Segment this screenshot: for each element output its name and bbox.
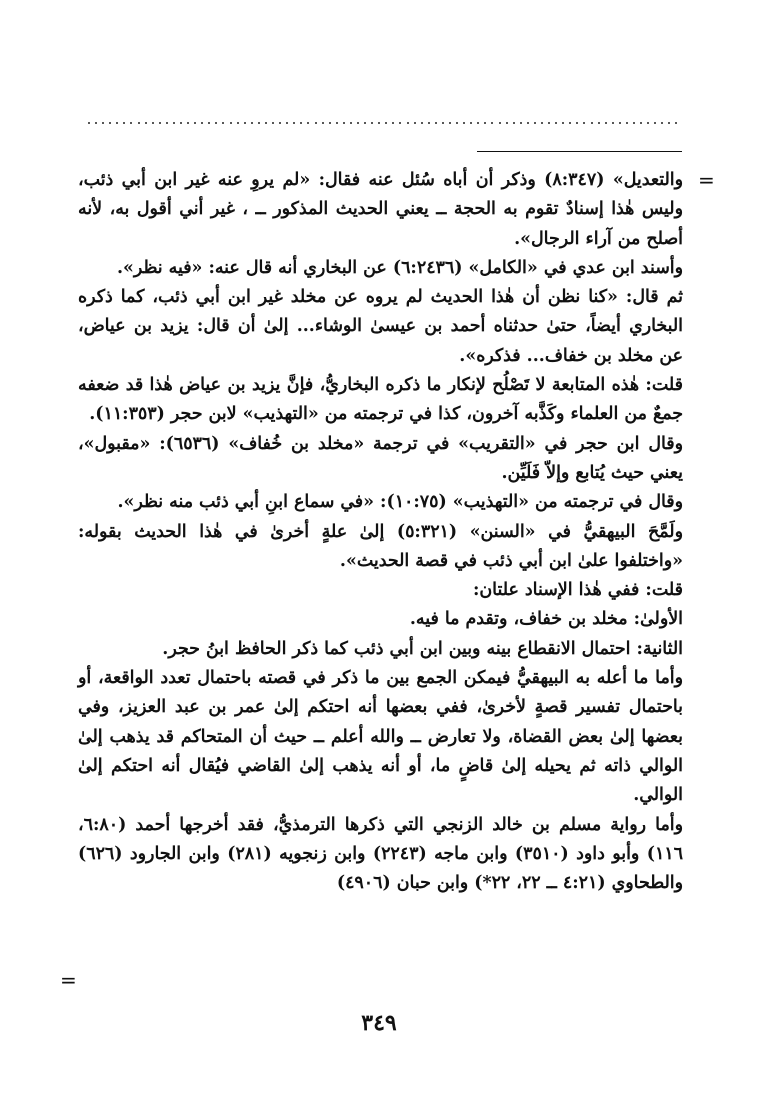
separator-dot	[152, 122, 154, 124]
separator-dot	[145, 122, 147, 124]
separator-dot	[414, 122, 416, 124]
separator-dot	[435, 122, 437, 124]
separator-dot	[675, 122, 677, 124]
separator-dot	[499, 122, 501, 124]
separator-dot	[463, 122, 465, 124]
separator-dot	[201, 122, 203, 124]
separator-dot	[88, 122, 90, 124]
separator-dot	[647, 122, 649, 124]
separator-dot	[421, 122, 423, 124]
separator-dot	[215, 122, 217, 124]
separator-dot	[548, 122, 550, 124]
separator-dot	[527, 122, 529, 124]
paragraph-9: الأولىٰ: مخلد بن خفاف، وتقدم ما فيه.	[409, 609, 683, 630]
paragraph-8: قلت: ففي هٰذا الإسناد علتان:	[472, 580, 683, 601]
separator-dot	[123, 122, 125, 124]
header-rule	[477, 151, 682, 152]
paragraph-12: وأما رواية مسلم بن خالد الزنجي التي ذكرها الترمذيُّ، فقد أخرجها أحمد (٦:٨٠، ١١٦) وأبو داود (٣٥١٠) وابن ماجه (٢٢٤٣) وابن زنجويه (٢٨١) وابن الجارود (٦٢٦) والطحاوي (٤:٢١ ــ ٢٢، ٢٢*) وابن حبان (٤٩٠٦)	[78, 814, 683, 894]
separator-dot	[102, 122, 104, 124]
separator-dot	[208, 122, 210, 124]
separator-dot	[350, 122, 352, 124]
separator-dot	[633, 122, 635, 124]
separator-dot	[591, 122, 593, 124]
separator-dot	[315, 122, 317, 124]
separator-dot	[562, 122, 564, 124]
dotted-separator	[88, 118, 678, 128]
separator-dot	[428, 122, 430, 124]
page-body	[78, 166, 683, 898]
separator-dot	[520, 122, 522, 124]
separator-dot	[187, 122, 189, 124]
separator-dot	[612, 122, 614, 124]
separator-dot	[470, 122, 472, 124]
separator-dot	[555, 122, 557, 124]
separator-dot	[541, 122, 543, 124]
separator-dot	[576, 122, 578, 124]
separator-dot	[378, 122, 380, 124]
paragraph-10: الثانية: احتمال الانقطاع بينه وبين ابن أبي ذئب كما ذكر الحافظ ابنُ حجر.	[162, 638, 683, 659]
paragraph-6: وقال في ترجمته من «التهذيب» (١٠:٧٥): «في سماع ابنِ أبي ذئب منه نظر».	[117, 492, 683, 513]
page-number: ٣٤٩	[361, 1010, 397, 1036]
separator-dot	[491, 122, 493, 124]
separator-dot	[130, 122, 132, 124]
separator-dot	[194, 122, 196, 124]
separator-dot	[251, 122, 253, 124]
separator-dot	[159, 122, 161, 124]
separator-dot	[329, 122, 331, 124]
separator-dot	[272, 122, 274, 124]
separator-dot	[138, 122, 140, 124]
continuation-mark-bottom: =	[60, 968, 77, 992]
paragraph-2: وأسند ابن عدي في «الكامل» (٦:٢٤٣٦) عن البخاري أنه قال عنه: «فيه نظر».	[116, 257, 683, 278]
separator-dot	[230, 122, 232, 124]
separator-dot	[222, 122, 224, 124]
separator-dot	[265, 122, 267, 124]
separator-dot	[357, 122, 359, 124]
separator-dot	[534, 122, 536, 124]
separator-dot	[173, 122, 175, 124]
separator-dot	[661, 122, 663, 124]
separator-dot	[626, 122, 628, 124]
separator-dot	[484, 122, 486, 124]
separator-dot	[619, 122, 621, 124]
separator-dot	[477, 122, 479, 124]
separator-dot	[322, 122, 324, 124]
separator-dot	[95, 122, 97, 124]
separator-dot	[166, 122, 168, 124]
separator-dot	[640, 122, 642, 124]
separator-dot	[513, 122, 515, 124]
paragraph-4: قلت: هٰذه المتابعة لا تَصْلُح لإنكار ما ذكره البخاريُّ، فإنَّ يزيد بن عياض هٰذا قد ضعفه جمعٌ من العلماء وكَذَّبه آخرون، كذا في ترجمته من «التهذيب» لابن حجر (١١:٣٥٣).	[78, 375, 683, 425]
separator-dot	[307, 122, 309, 124]
separator-dot	[116, 122, 118, 124]
paragraph-3: ثم قال: «كنا نظن أن هٰذا الحديث لم يروه عن مخلد غير ابن أبي ذئب، كما ذكره البخاري أيضاً، حتىٰ حدثناه أحمد بن عيسىٰ الوشاء... إلىٰ أن قال: يزيد بن عياض، عن مخلد بن خفاف... فذكره».	[78, 287, 683, 366]
separator-dot	[371, 122, 373, 124]
separator-dot	[449, 122, 451, 124]
paragraph-1: والتعديل» (٨:٣٤٧) وذكر أن أباه سُئل عنه فقال: «لم يروِ عنه غير ابن أبي ذئب، وليس هٰذا إسنادٌ تقوم به الحجة ــ يعني الحديث المذكور ــ ، غير أني أقول به، لأنه أصلح من آراء الرجال».	[78, 170, 683, 249]
continuation-mark-top: =	[698, 168, 715, 192]
separator-dot	[364, 122, 366, 124]
separator-dot	[392, 122, 394, 124]
paragraph-11: وأما ما أعله به البيهقيُّ فيمكن الجمع بين ما ذكر في قصته باحتمال تعدد الواقعة، أو باحتمال تفسير قصةٍ لأخرىٰ، ففي بعضها أنه احتكم إلىٰ عمر بن عبد العزيز، وفي بعضها إلىٰ بعض القضاة، ولا تعارض ــ والله أعلم ــ حيث أن المتحاكم قد يذهب إلىٰ الوالي ذاته ثم يحيله إلىٰ قاضٍ ما، أو أنه يذهب إلىٰ القاضي فيُقال أنه احتكم إلىٰ الوالي.	[78, 668, 683, 806]
paragraph-5: وقال ابن حجر في «التقريب» في ترجمة «مخلد بن خُفاف» (٦٥٣٦): «مقبول»، يعني حيث يُتابع وإلاّ فَلَيِّن.	[78, 433, 683, 483]
separator-dot	[668, 122, 670, 124]
separator-dot	[336, 122, 338, 124]
separator-dot	[237, 122, 239, 124]
separator-dot	[583, 122, 585, 124]
separator-dot	[286, 122, 288, 124]
separator-dot	[343, 122, 345, 124]
separator-dot	[442, 122, 444, 124]
separator-dot	[385, 122, 387, 124]
separator-dot	[598, 122, 600, 124]
separator-dot	[258, 122, 260, 124]
separator-dot	[407, 122, 409, 124]
separator-dot	[569, 122, 571, 124]
separator-dot	[109, 122, 111, 124]
separator-dot	[605, 122, 607, 124]
separator-dot	[300, 122, 302, 124]
separator-dot	[399, 122, 401, 124]
separator-dot	[180, 122, 182, 124]
separator-dot	[244, 122, 246, 124]
separator-dot	[506, 122, 508, 124]
separator-dot	[293, 122, 295, 124]
separator-dot	[279, 122, 281, 124]
separator-dot	[654, 122, 656, 124]
separator-dot	[456, 122, 458, 124]
paragraph-7: ولَمَّحَ البيهقيُّ في «السنن» (٥:٣٢١) إلىٰ علةٍ أخرىٰ في هٰذا الحديث بقوله: «واختلفوا علىٰ ابن أبي ذئب في قصة الحديث».	[78, 521, 683, 571]
